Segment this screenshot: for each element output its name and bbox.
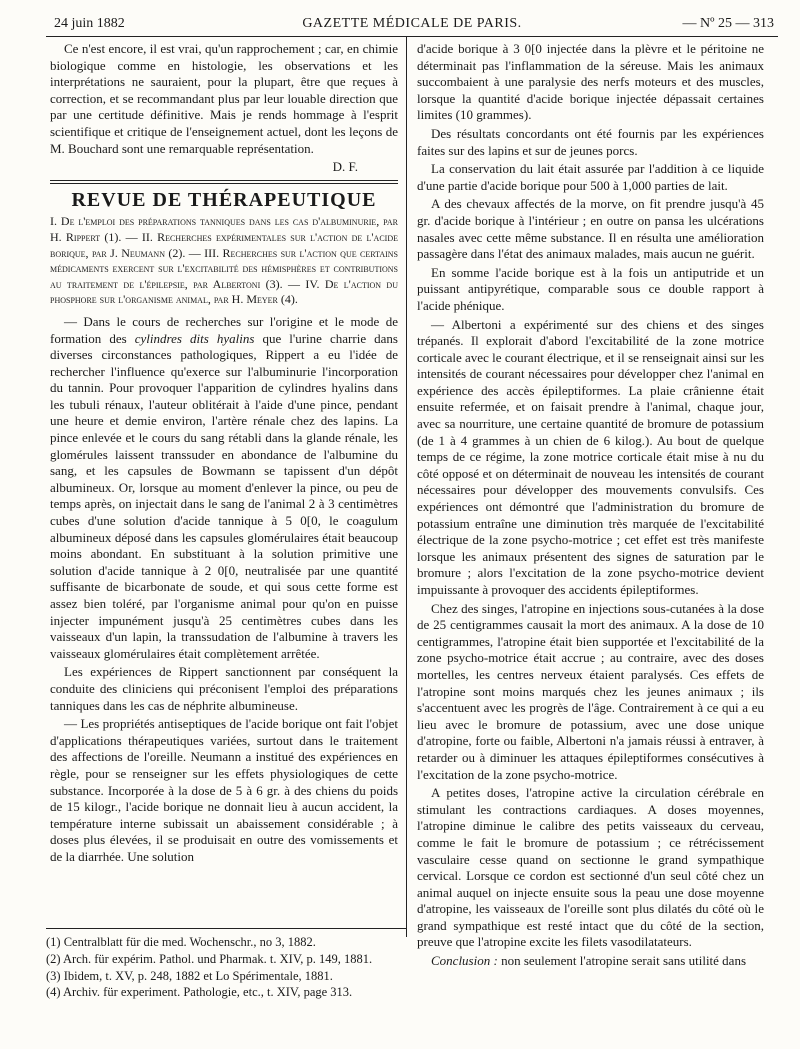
page-number: — Nº 25 — 313 (682, 16, 774, 31)
issue-date: 24 juin 1882 (54, 16, 125, 31)
paragraph-horses: A des chevaux affectés de la morve, on fit prendre jusqu'à 45 gr. d'acide borique à l'intérieur ; en outre on pansa les ulcérations nasales avec cette même substance. Il en résulta une amélioration passagère dans l'état des animaux malades, mais aucun ne guérit. (417, 196, 764, 262)
footnote: (4) Archiv. für experiment. Pathologie, etc., t. XIV, page 313. (46, 985, 353, 1000)
section-title: REVUE DE THÉRAPEUTIQUE (71, 188, 377, 211)
footnote: (2) Arch. für expérim. Pathol. und Pharmak. t. XIV, p. 149, 1881. (46, 951, 373, 966)
paragraph-albertoni: — Albertoni a expérimenté sur des chiens et des singes trépanés. Il explorait d'abord l'excitabilité de la zone motrice corticale avec le courant électrique, et il se renseignait ainsi sur les intensités de courant nécessaires pour développer chez l'animal en expérience des accès épileptiformes. La plaie crânienne était ensuite refermée, et on faisait prendre à l'animal, chaque jour, avec sa nourriture, une certaine quantité de bromure de potassium (de 1 à 4 grammes à un chien de 6 kilog.). Au bout de quelque temps de ce régime, la zone motrice corticale était mise à nu du côté opposé et on déterminait de nouveau les intensités de courant nécessaires pour développer des mouvements convulsifs. Ces expériences ont démontré que l'administration du bromure de potassium entraîne une diminution très marquée de l'excitabilité électrique de la zone psycho-motrice ; cet effet est très manifeste lorsque les animaux présentent des signes de saturation par le bromure ; alors l'excitation de la zone psycho-motrice devient impuissante à provoquer des accidents épileptiformes. (417, 316, 764, 597)
footnote-separator (46, 928, 406, 929)
journal-title: GAZETTE MÉDICALE DE PARIS. (302, 16, 522, 31)
paragraph-conclusion: Conclusion : non seulement l'atropine serait sans utilité dans (431, 953, 747, 969)
footnote: (3) Ibidem, t. XV, p. 248, 1882 et Lo Spérimentale, 1881. (46, 968, 333, 983)
emphasis: Conclusion : (431, 953, 498, 969)
right-column (406, 37, 766, 969)
paragraph-milk: La conservation du lait était assurée par l'addition à ce liquide d'une partie d'acide borique pour 500 à 1,000 parties de lait. (417, 161, 764, 193)
emphasis: cylindres dits hyalins (134, 330, 255, 346)
left-column (46, 37, 406, 937)
intro-paragraph: Ce n'est encore, il est vrai, qu'un rapprochement ; car, en chimie biologique comme en histologie, les observations et les interprétations ne sauraient, pour la plupart, être que reçues à correction, et se recommandant plus par leur louable direction que par une certitude définitive. Mais je rends hommage à l'esprit scientifique et critique de l'enseignement actuel, dont les leçons de M. Bouchard sont une remarquable représentation. (50, 41, 398, 156)
footnotes (46, 928, 406, 1002)
paragraph-neumann: — Les propriétés antiseptiques de l'acide borique ont fait l'objet d'applications thérapeutiques variées, surtout dans le traitement des affections de l'oreille. Neumann a institué des expériences en règle, pour se renseigner sur les effets physiologiques de cette substance. Incorporée à la dose de 5 à 6 gr. à des chiens du poids de 15 kilogr., l'acide borique ne donnait lieu à aucun accident, la température interne subissait un abaissement considérable ; à doses plus élevées, il se produisait en outre des vomissements et de la diarrhée. Une solution (50, 716, 398, 864)
section-summary: I. De l'emploi des préparations tanniques dans les cas d'albuminurie, par H. Rippert (1). — II. Recherches expérimentales sur l'action de l'acide borique, par J. Neumann (2). — III. Recherches sur l'action que certains médicaments exercent sur l'excitabilité des hémisphères et contributions au traitement de l'épilepsie, par Albertoni (3). — IV. De l'action du phosphore sur l'organisme animal, par H. Meyer (4). (50, 214, 398, 307)
paragraph-boric-results: Des résultats concordants ont été fournis par les expériences faites sur des lapins et sur de jeunes porcs. (417, 125, 764, 158)
paragraph-atropine-doses: A petites doses, l'atropine active la circulation cérébrale en stimulant les contractions cardiaques. A doses moyennes, l'atropine diminue le calibre des petits vaisseaux du cerveau, comme le fait le bromure de potassium ; ce rétrécissement vasculaire cesse quand on sectionne le grand sympathique cervical. Lorsque ce cordon est sectionné d'un seul côté chez un animal auquel on injecte ensuite sous la peau une dose moyenne d'atropine, les vaisseaux de l'oreille sont plus dilatés du côté où le grand sympathique est resté intact que du côté de la section, preuve que l'atropine excite les filets vasodilatateurs. (417, 785, 764, 950)
paragraph-rippert-conclusion: Les expériences de Rippert sanctionnent par conséquent la conduite des cliniciens qui préconisent l'emploi des préparations tanniques dans les cas de néphrite albumineuse. (50, 664, 398, 713)
divider (50, 180, 398, 181)
paragraph-boric-continued: d'acide borique à 3 0[0 injectée dans la plèvre et le péritoine ne déterminait pas l'inflammation de la séreuse. Mais les animaux succombaient à une paralysie des nerfs moteurs et des muscles, lorsque la quantité d'acide borique injectée dépassait certaines limites (10 grammes). (417, 41, 764, 123)
footnote: (1) Centralblatt für die med. Wochenschr., no 3, 1882. (46, 935, 316, 949)
author-signature: D. F. (332, 159, 358, 175)
paragraph-boric-summary: En somme l'acide borique est à la fois un antiputride et un puissant antipyrétique, comparable sous ce double rapport à l'acide phénique. (417, 264, 764, 313)
paragraph-atropine: Chez des singes, l'atropine en injections sous-cutanées à la dose de 25 centigrammes causait la mort des animaux. A la dose de 10 centigrammes, l'atropine était bien supportée et l'excitabilité de la zone psycho-motrice était accrue ; au contraire, avec des doses mortelles, les centres nerveux étaient paralysés. Ces effets de l'atropine sont moins marqués chez les jeunes animaux ; ils s'accentuent avec les progrès de l'âge. Contrairement à ce qui a eu lieu avec le bromure de potassium, avec une dose unique d'atropine, forte ou faible, Albertoni n'a jamais réussi à entraver, à retarder ou à diminuer les attaques épileptiformes consécutives à l'excitation de la zone psycho-motrice. (417, 600, 764, 782)
paragraph-rippert: — Dans le cours de recherches sur l'origine et le mode de formation des cylindres dits hyalins que l'urine charrie dans diverses circonstances pathologiques, Rippert a eu l'idée de rechercher l'influence qu'exerce sur l'albuminurie l'incorporation du tannin. Pour provoquer l'apparition de cylindres hyalins dans les tubuli rénaux, l'auteur oblitérait à l'aide d'une pince, pendant une heure et demie environ, l'artère rénale chez des lapins. La pince enlevée et le cours du sang rétabli dans la glande rénale, les glomérules laissent transsuder en abondance de l'albumine du sang, et les capsules de Bowmann se tapissent d'un dépôt albumineux. Or, lorsque au moment d'enlever la pince, ou peu de temps après, on injectait dans le sang de l'animal 2 à 3 centimètres cubes d'une solution d'acide tannique à 5 0[0, le coagulum albumineux déposé dans les capsules glomérulaires était beaucoup moins abondant. En substituant à la solution primitive une solution d'acide tannique à 2 0[0, neutralisée par une quantité suffisante de bicarbonate de soude, et qui sous cette forme est assez bien toléré, par l'organisme animal pour qu'on en puisse injecter impunément jusqu'à 25 centimètres cubes dans les vaisseaux d'un lapin, la transsudation de l'albumine à travers les vaisseaux glomérulaires était complètement arrêtée. (50, 313, 398, 661)
page-header (46, 8, 778, 37)
divider (50, 183, 398, 184)
